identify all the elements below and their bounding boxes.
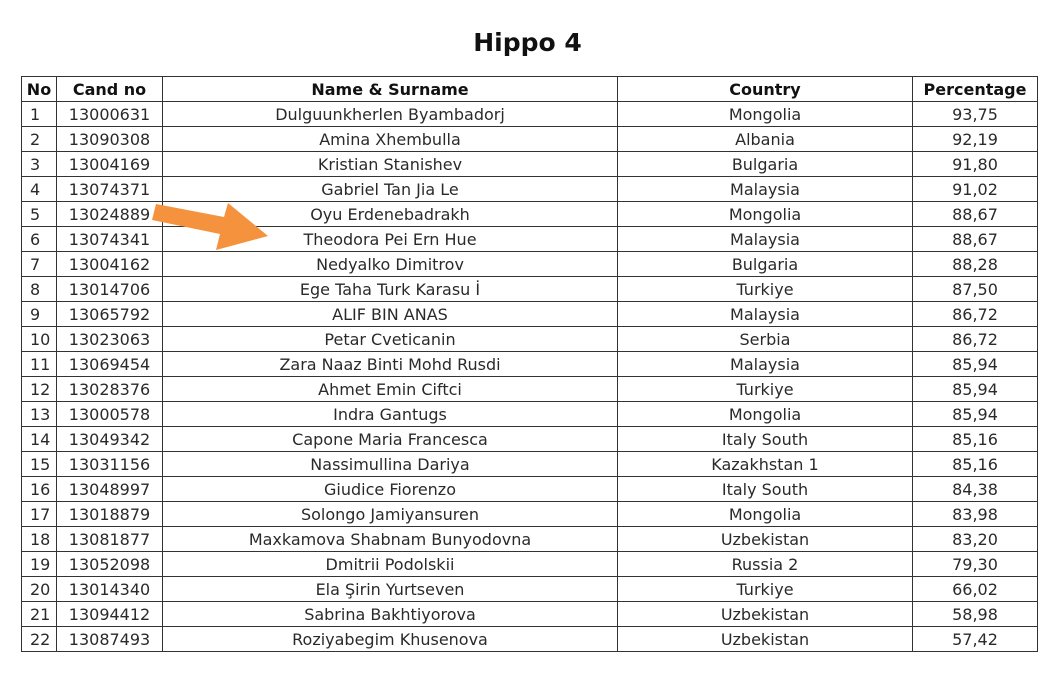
cell-country: Kazakhstan 1 [618,452,913,477]
cell-percentage: 79,30 [913,552,1038,577]
cell-percentage: 84,38 [913,477,1038,502]
cell-country: Uzbekistan [618,627,913,652]
cell-cand-no: 13081877 [57,527,163,552]
cell-cand-no: 13049342 [57,427,163,452]
cell-no: 15 [22,452,57,477]
cell-country: Serbia [618,327,913,352]
cell-no: 5 [22,202,57,227]
cell-cand-no: 13000631 [57,102,163,127]
cell-cand-no: 13048997 [57,477,163,502]
cell-cand-no: 13004169 [57,152,163,177]
cell-percentage: 85,94 [913,352,1038,377]
table-row [22,602,1038,627]
cell-cand-no: 13094412 [57,602,163,627]
cell-cand-no: 13014706 [57,277,163,302]
cell-name: Petar Cveticanin [163,327,618,352]
cell-no: 9 [22,302,57,327]
cell-cand-no: 13087493 [57,627,163,652]
cell-cand-no: 13028376 [57,377,163,402]
cell-cand-no: 13000578 [57,402,163,427]
cell-name: Oyu Erdenebadrakh [163,202,618,227]
cell-percentage: 83,98 [913,502,1038,527]
cell-name: Ahmet Emin Ciftci [163,377,618,402]
cell-cand-no: 13004162 [57,252,163,277]
table-row [22,427,1038,452]
cell-name: Kristian Stanishev [163,152,618,177]
cell-cand-no: 13024889 [57,202,163,227]
cell-percentage: 87,50 [913,277,1038,302]
table-row [22,352,1038,377]
cell-percentage: 83,20 [913,527,1038,552]
cell-no: 17 [22,502,57,527]
column-header-percentage: Percentage [913,77,1038,102]
cell-name: Roziyabegim Khusenova [163,627,618,652]
cell-percentage: 66,02 [913,577,1038,602]
column-header-name: Name & Surname [163,77,618,102]
cell-country: Bulgaria [618,152,913,177]
table-row [22,152,1038,177]
cell-cand-no: 13031156 [57,452,163,477]
table-row [22,627,1038,652]
cell-country: Malaysia [618,177,913,202]
cell-country: Uzbekistan [618,527,913,552]
cell-name: Nassimullina Dariya [163,452,618,477]
table-row [22,402,1038,427]
column-header-no: No [22,77,57,102]
cell-no: 10 [22,327,57,352]
cell-no: 20 [22,577,57,602]
cell-no: 1 [22,102,57,127]
cell-name: Zara Naaz Binti Mohd Rusdi [163,352,618,377]
cell-country: Malaysia [618,302,913,327]
cell-percentage: 91,80 [913,152,1038,177]
cell-no: 22 [22,627,57,652]
cell-country: Malaysia [618,227,913,252]
cell-percentage: 93,75 [913,102,1038,127]
column-header-country: Country [618,77,913,102]
cell-name: Ege Taha Turk Karasu İ [163,277,618,302]
cell-no: 12 [22,377,57,402]
cell-percentage: 88,67 [913,202,1038,227]
cell-country: Bulgaria [618,252,913,277]
cell-country: Albania [618,127,913,152]
table-row [22,327,1038,352]
cell-percentage: 91,02 [913,177,1038,202]
results-table [21,76,1038,652]
cell-name: Theodora Pei Ern Hue [163,227,618,252]
cell-no: 8 [22,277,57,302]
cell-cand-no: 13052098 [57,552,163,577]
cell-percentage: 58,98 [913,602,1038,627]
cell-no: 13 [22,402,57,427]
table-row [22,277,1038,302]
cell-name: Giudice Fiorenzo [163,477,618,502]
cell-country: Russia 2 [618,552,913,577]
cell-no: 14 [22,427,57,452]
cell-no: 6 [22,227,57,252]
cell-percentage: 88,67 [913,227,1038,252]
cell-name: Indra Gantugs [163,402,618,427]
cell-percentage: 85,16 [913,427,1038,452]
cell-percentage: 85,16 [913,452,1038,477]
cell-cand-no: 13069454 [57,352,163,377]
arrow-right-icon [152,190,272,254]
cell-name: Capone Maria Francesca [163,427,618,452]
cell-no: 21 [22,602,57,627]
table-row [22,527,1038,552]
cell-name: Nedyalko Dimitrov [163,252,618,277]
table-row [22,252,1038,277]
column-header-cand-no: Cand no [57,77,163,102]
table-body [22,102,1038,652]
cell-no: 7 [22,252,57,277]
table-row [22,502,1038,527]
cell-percentage: 57,42 [913,627,1038,652]
table-row [22,577,1038,602]
cell-percentage: 92,19 [913,127,1038,152]
cell-name: Maxkamova Shabnam Bunyodovna [163,527,618,552]
cell-percentage: 86,72 [913,327,1038,352]
cell-cand-no: 13074371 [57,177,163,202]
cell-name: Solongo Jamiyansuren [163,502,618,527]
cell-name: Dulguunkherlen Byambadorj [163,102,618,127]
cell-cand-no: 13023063 [57,327,163,352]
table-row [22,302,1038,327]
table-row [22,377,1038,402]
cell-country: Turkiye [618,377,913,402]
cell-cand-no: 13090308 [57,127,163,152]
cell-cand-no: 13014340 [57,577,163,602]
cell-cand-no: 13074341 [57,227,163,252]
cell-no: 3 [22,152,57,177]
cell-country: Mongolia [618,402,913,427]
cell-country: Italy South [618,427,913,452]
cell-no: 18 [22,527,57,552]
table-row [22,477,1038,502]
cell-no: 16 [22,477,57,502]
table-row [22,102,1038,127]
cell-name: Ela Şirin Yurtseven [163,577,618,602]
cell-percentage: 88,28 [913,252,1038,277]
table-row [22,127,1038,152]
page-title: Hippo 4 [473,28,582,57]
table-row [22,452,1038,477]
cell-name: Gabriel Tan Jia Le [163,177,618,202]
cell-percentage: 86,72 [913,302,1038,327]
cell-percentage: 85,94 [913,402,1038,427]
cell-country: Turkiye [618,277,913,302]
table-header-row [22,77,1038,102]
cell-name: Amina Xhembulla [163,127,618,152]
cell-no: 11 [22,352,57,377]
cell-name: ALIF BIN ANAS [163,302,618,327]
cell-no: 2 [22,127,57,152]
cell-country: Mongolia [618,202,913,227]
cell-country: Malaysia [618,352,913,377]
cell-percentage: 85,94 [913,377,1038,402]
cell-no: 19 [22,552,57,577]
cell-name: Dmitrii Podolskii [163,552,618,577]
cell-cand-no: 13018879 [57,502,163,527]
cell-country: Mongolia [618,502,913,527]
cell-name: Sabrina Bakhtiyorova [163,602,618,627]
cell-country: Turkiye [618,577,913,602]
cell-country: Mongolia [618,102,913,127]
table-row [22,552,1038,577]
cell-country: Italy South [618,477,913,502]
cell-cand-no: 13065792 [57,302,163,327]
cell-no: 4 [22,177,57,202]
cell-country: Uzbekistan [618,602,913,627]
